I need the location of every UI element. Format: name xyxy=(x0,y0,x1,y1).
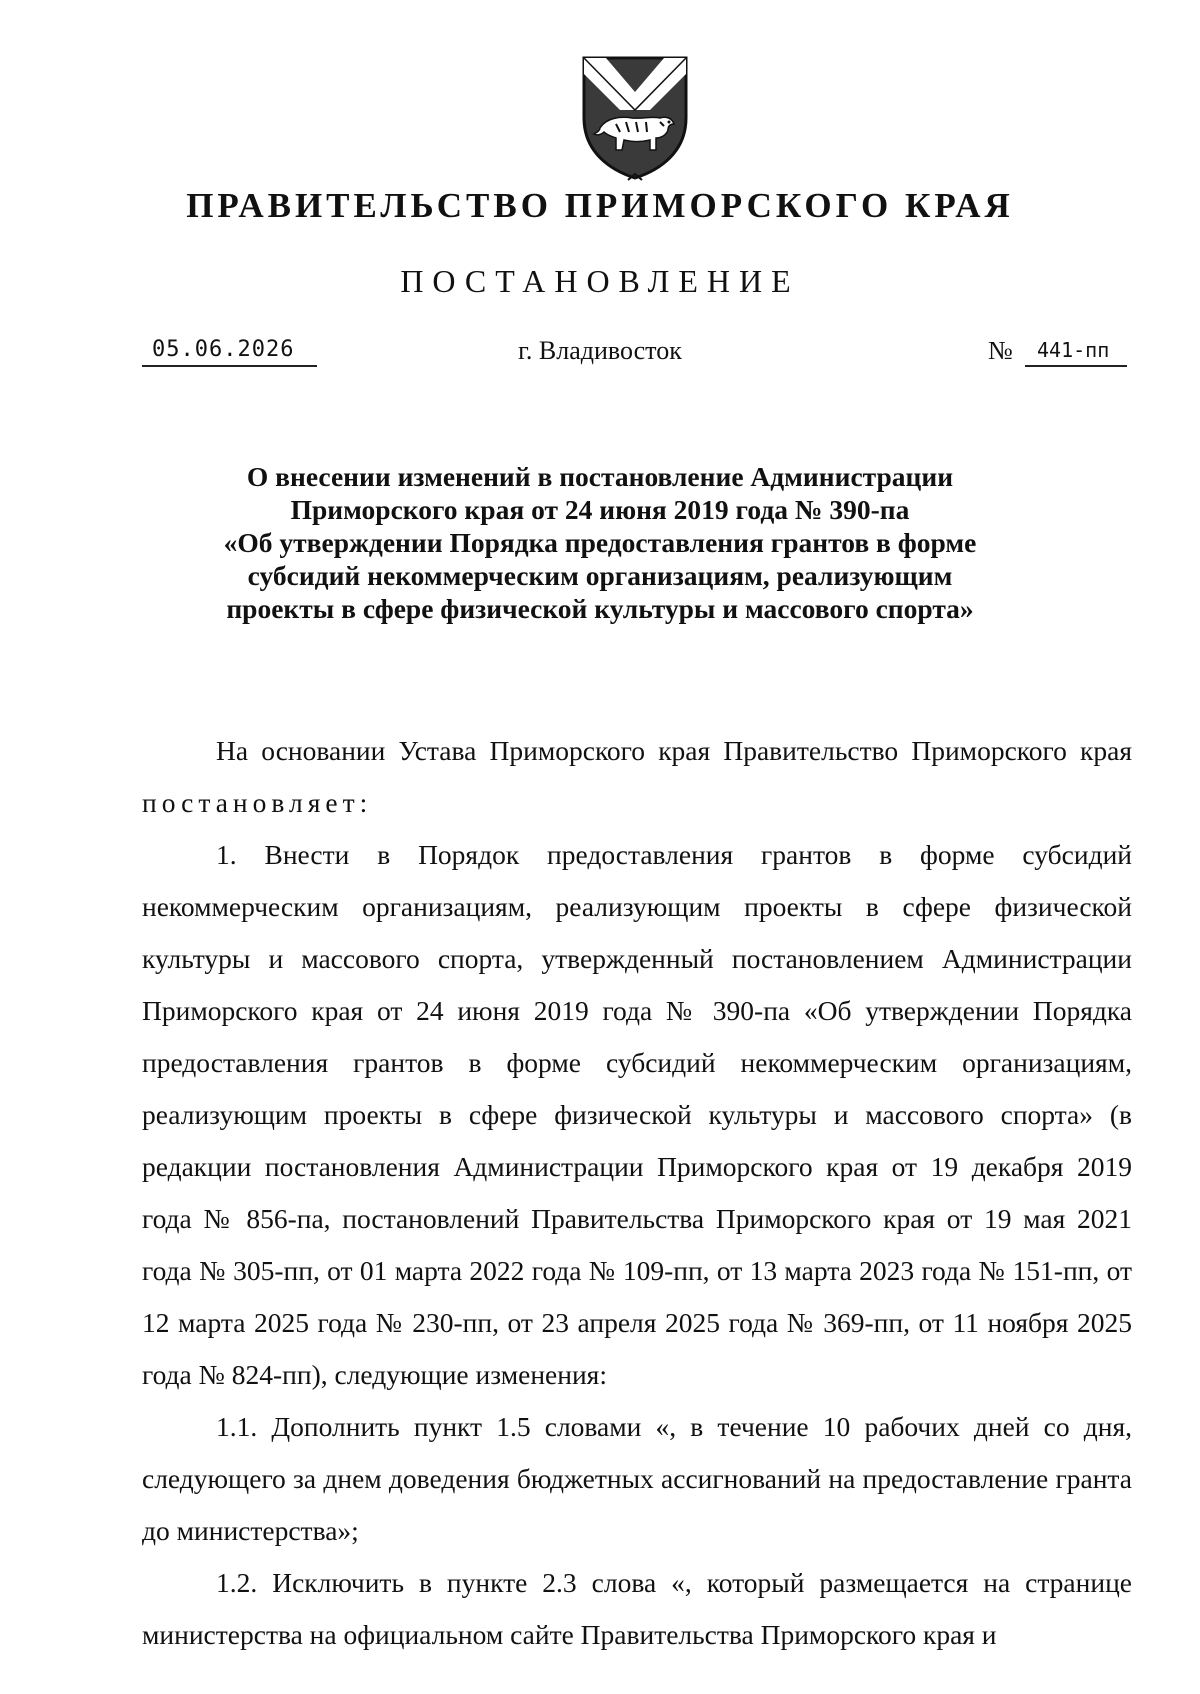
subject-line: «Об утверждении Порядка предоставления грантов в форме xyxy=(223,527,977,558)
subject-line: О внесении изменений в постановление Администрации xyxy=(246,461,954,492)
document-body xyxy=(142,725,1132,1661)
preamble-colon: : xyxy=(359,787,368,818)
government-title: ПРАВИТЕЛЬСТВО ПРИМОРСКОГО КРАЯ xyxy=(186,186,1014,225)
paragraph-1-1: 1.1. Дополнить пункт 1.5 словами «, в течение 10 рабочих дней со дня, следующего за днем доведения бюджетных ассигнований на предоставление гранта до министерства»; xyxy=(142,1411,1132,1546)
subject-line: Приморского края от 24 июня 2019 года № 390-па xyxy=(290,494,910,525)
document-number: 441-пп xyxy=(1025,333,1127,367)
paragraph-1: 1. Внести в Порядок предоставления грантов в форме субсидий некоммерческим организациям, реализующим проекты в сфере физической культуры и массового спорта, утвержденный постановлением Администрации Приморского края от 24 июня 2019 года № 390-па «Об утверждении Порядка предоставления грантов в форме субсидий некоммерческим организациям, реализующим проекты в сфере физической культуры и массового спорта» (в редакции постановления Администрации Приморского края от 19 декабря 2019 года № 856-па, постановлений Правительства Приморского края от 19 мая 2021 года № 305-пп, от 01 марта 2022 года № 109-пп, от 13 марта 2023 года № 151-пп, от 12 марта 2025 года № 230-пп, от 23 апреля 2025 года № 369-пп, от 11 ноября 2025 года № 824-пп), следующие изменения: xyxy=(142,839,1132,1390)
primorye-coat-of-arms-icon xyxy=(576,52,694,184)
subject-line: субсидий некоммерческим организациям, реализующим xyxy=(247,560,953,591)
subject-line: проекты в сфере физической культуры и массового спорта» xyxy=(226,593,974,624)
document-meta xyxy=(0,333,1200,377)
preamble-paragraph xyxy=(142,725,1132,829)
preamble-keyword: постановляет xyxy=(142,787,360,818)
document-city: г. Владивосток xyxy=(518,336,682,365)
document-date: 05.06.2026 xyxy=(142,333,317,367)
document-type: ПОСТАНОВЛЕНИЕ xyxy=(400,263,800,299)
document-number-label: № xyxy=(988,336,1013,365)
document-subject xyxy=(0,460,1200,625)
paragraph-1-2: 1.2. Исключить в пункте 2.3 слова «, который размещается на странице министерства на официальном сайте Правительства Приморского края и xyxy=(142,1567,1132,1650)
preamble-text: На основании Устава Приморского края Правительство Приморского края xyxy=(216,735,1132,766)
